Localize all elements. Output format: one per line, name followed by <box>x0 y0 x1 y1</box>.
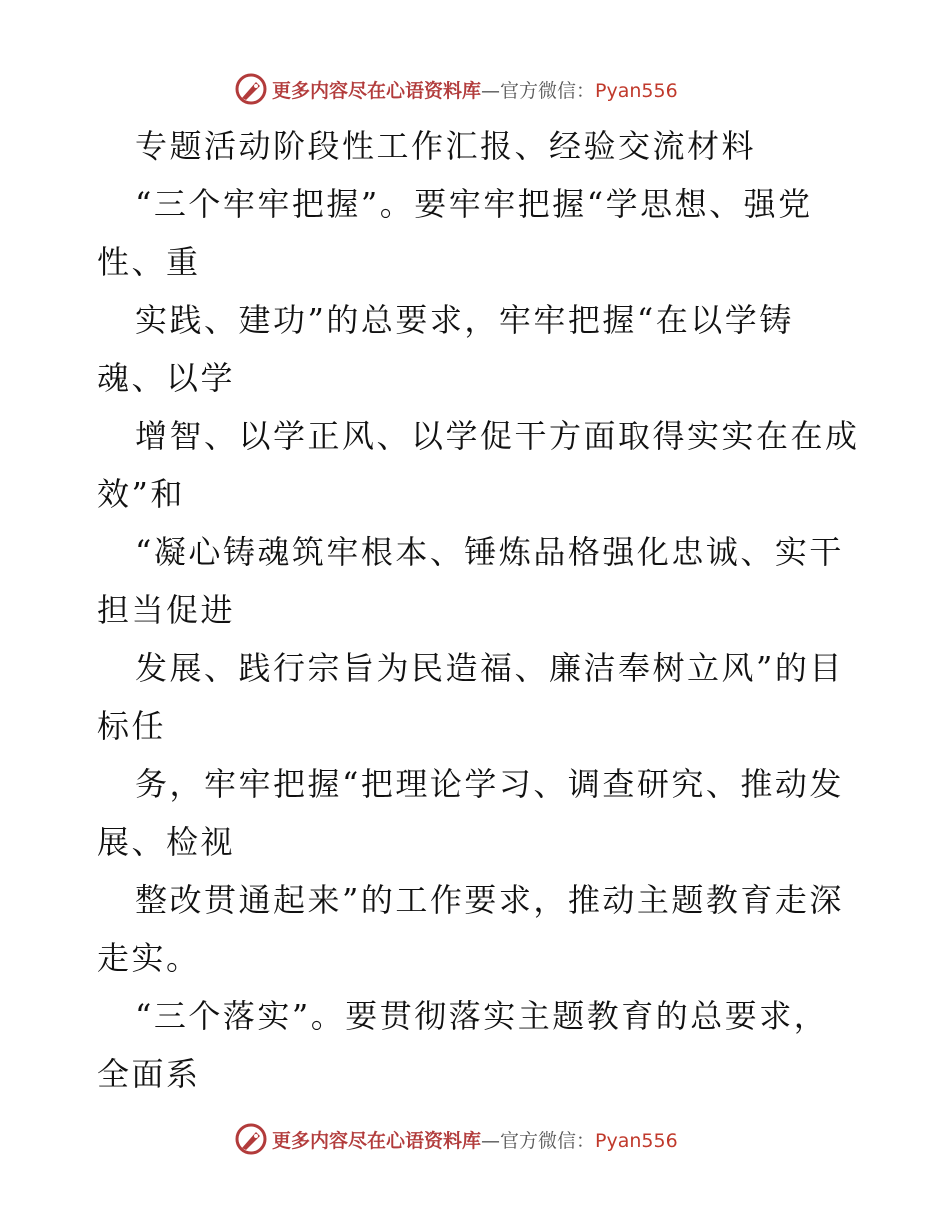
banner-contact-label: 官方微信： <box>500 1130 596 1152</box>
banner-contact-id: Pyan556 <box>595 1130 678 1152</box>
text-line: 整改贯通起来”的工作要求，推动主题教育走深 <box>135 881 844 919</box>
footer-banner <box>0 1120 950 1160</box>
text-line: 发展、践行宗旨为民造福、廉洁奉树立风”的目 <box>135 649 844 687</box>
text-line: 走实。 <box>97 939 201 977</box>
banner-dash: — <box>481 80 501 102</box>
text-line: “凝心铸魂筑牢根本、锤炼品格强化忠诚、实干 <box>135 533 844 571</box>
text-line: 性、重 <box>97 243 201 281</box>
text-line: 增智、以学正风、以学促干方面取得实实在在成 <box>135 417 860 455</box>
text-line: 实践、建功”的总要求，牢牢把握“在以学铸 <box>135 301 794 339</box>
banner-brand: 更多内容尽在心语资料库 <box>272 80 482 102</box>
pen-nib-logo-icon <box>234 1122 268 1156</box>
text-line: 担当促进 <box>97 591 236 629</box>
text-line: 效”和 <box>97 475 185 513</box>
banner-dash: — <box>481 1130 501 1152</box>
text-line: 务，牢牢把握“把理论学习、调查研究、推动发 <box>135 765 844 803</box>
text-line: “三个落实”。要贯彻落实主题教育的总要求， <box>135 997 829 1035</box>
text-line: 标任 <box>97 707 167 745</box>
banner-contact-label: 官方微信： <box>500 80 596 102</box>
document-title: 专题活动阶段性工作汇报、经验交流材料 <box>135 127 757 165</box>
banner-text <box>272 1126 678 1153</box>
text-line: “三个牢牢把握”。要牢牢把握“学思想、强党 <box>135 185 813 223</box>
text-line: 展、检视 <box>97 823 236 861</box>
banner-brand: 更多内容尽在心语资料库 <box>272 1130 482 1152</box>
text-line: 魂、以学 <box>97 359 236 397</box>
banner-contact-id: Pyan556 <box>595 80 678 102</box>
text-line: 全面系 <box>97 1055 201 1093</box>
